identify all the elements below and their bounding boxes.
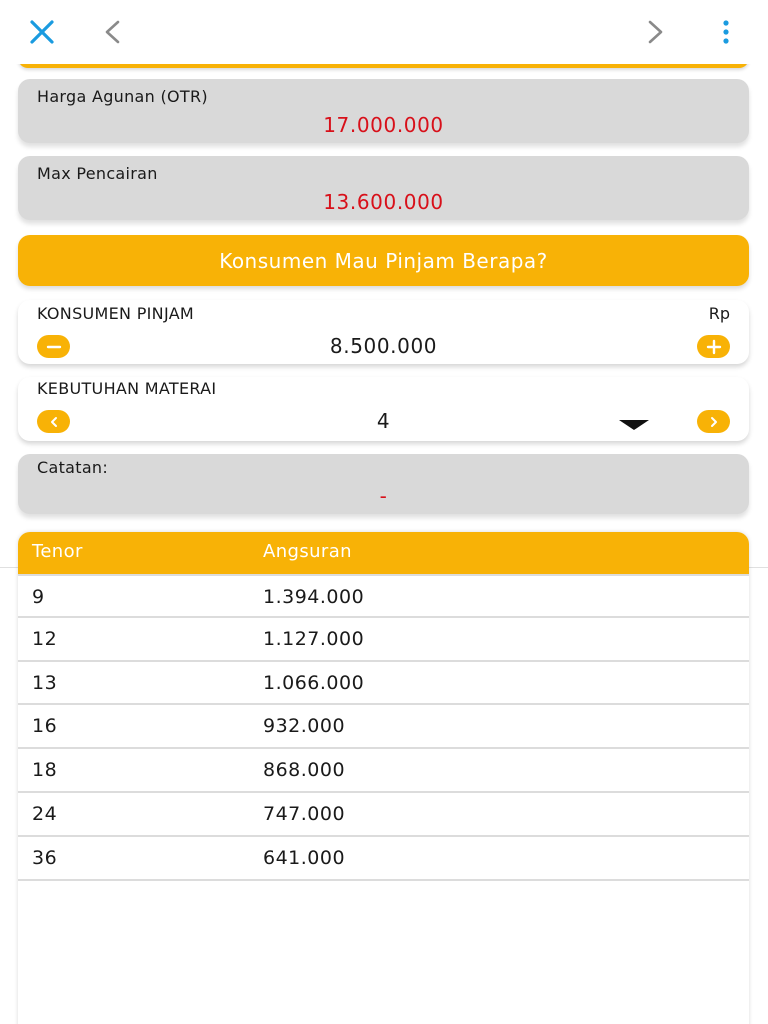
cell-tenor: 12 bbox=[32, 627, 58, 650]
chevron-right-icon bbox=[646, 19, 666, 45]
cell-angsuran: 1.394.000 bbox=[263, 586, 365, 608]
top-toolbar bbox=[0, 0, 768, 64]
konsumen-pinjam-label: KONSUMEN PINJAM bbox=[37, 304, 195, 323]
header-angsuran: Angsuran bbox=[263, 541, 352, 562]
increase-loan-button[interactable] bbox=[697, 335, 730, 358]
konsumen-pinjam-card bbox=[18, 300, 749, 364]
cell-angsuran: 747.000 bbox=[263, 802, 346, 825]
right-divider bbox=[749, 567, 768, 568]
collapsed-card-edge bbox=[18, 64, 749, 68]
cell-tenor: 13 bbox=[32, 671, 58, 694]
chevron-left-icon bbox=[47, 415, 61, 429]
cell-angsuran: 932.000 bbox=[263, 715, 346, 738]
close-button[interactable] bbox=[22, 0, 62, 64]
loan-question-header: Konsumen Mau Pinjam Berapa? bbox=[18, 235, 749, 286]
more-options-button[interactable] bbox=[706, 0, 746, 64]
table-row[interactable] bbox=[18, 837, 749, 881]
decrease-loan-button[interactable] bbox=[37, 335, 70, 358]
minus-icon bbox=[45, 338, 63, 356]
materai-prev-button[interactable] bbox=[37, 410, 70, 433]
cell-tenor: 16 bbox=[32, 715, 58, 738]
forward-button[interactable] bbox=[636, 0, 676, 64]
cell-angsuran: 1.066.000 bbox=[263, 671, 365, 694]
cell-angsuran: 1.127.000 bbox=[263, 627, 365, 650]
more-vertical-icon bbox=[721, 19, 731, 45]
cell-tenor: 36 bbox=[32, 846, 58, 869]
kebutuhan-materai-label: KEBUTUHAN MATERAI bbox=[37, 379, 217, 398]
left-divider bbox=[0, 567, 18, 568]
cell-angsuran: 641.000 bbox=[263, 846, 346, 869]
table-row[interactable] bbox=[18, 618, 749, 662]
installment-table bbox=[18, 532, 749, 1024]
main-content[interactable] bbox=[0, 64, 768, 1024]
max-pencairan-value: 13.600.000 bbox=[323, 190, 444, 214]
harga-agunan-label: Harga Agunan (OTR) bbox=[37, 87, 208, 106]
cell-tenor: 18 bbox=[32, 759, 58, 782]
back-button[interactable] bbox=[92, 0, 132, 64]
max-pencairan-card bbox=[18, 156, 749, 220]
catatan-card bbox=[18, 454, 749, 514]
header-tenor: Tenor bbox=[32, 541, 83, 562]
table-row[interactable] bbox=[18, 574, 749, 618]
konsumen-pinjam-value[interactable]: 8.500.000 bbox=[329, 334, 438, 358]
cell-tenor: 24 bbox=[32, 802, 58, 825]
table-row[interactable] bbox=[18, 662, 749, 706]
cell-tenor: 9 bbox=[32, 586, 45, 608]
chevron-right-icon bbox=[707, 415, 721, 429]
close-icon bbox=[29, 19, 55, 45]
kebutuhan-materai-card bbox=[18, 377, 749, 441]
table-body bbox=[18, 574, 749, 881]
chevron-left-icon bbox=[102, 19, 122, 45]
materai-next-button[interactable] bbox=[697, 410, 730, 433]
caret-down-icon[interactable] bbox=[619, 420, 649, 430]
table-row[interactable] bbox=[18, 793, 749, 837]
currency-label: Rp bbox=[708, 304, 730, 323]
plus-icon bbox=[705, 338, 723, 356]
catatan-label: Catatan: bbox=[37, 458, 109, 477]
cell-angsuran: 868.000 bbox=[263, 759, 346, 782]
table-header bbox=[18, 532, 749, 574]
harga-agunan-card bbox=[18, 79, 749, 143]
harga-agunan-value: 17.000.000 bbox=[323, 113, 444, 137]
table-row[interactable] bbox=[18, 705, 749, 749]
catatan-value: - bbox=[379, 484, 388, 508]
kebutuhan-materai-value[interactable]: 4 bbox=[376, 409, 391, 433]
max-pencairan-label: Max Pencairan bbox=[37, 164, 158, 183]
table-row[interactable] bbox=[18, 749, 749, 793]
